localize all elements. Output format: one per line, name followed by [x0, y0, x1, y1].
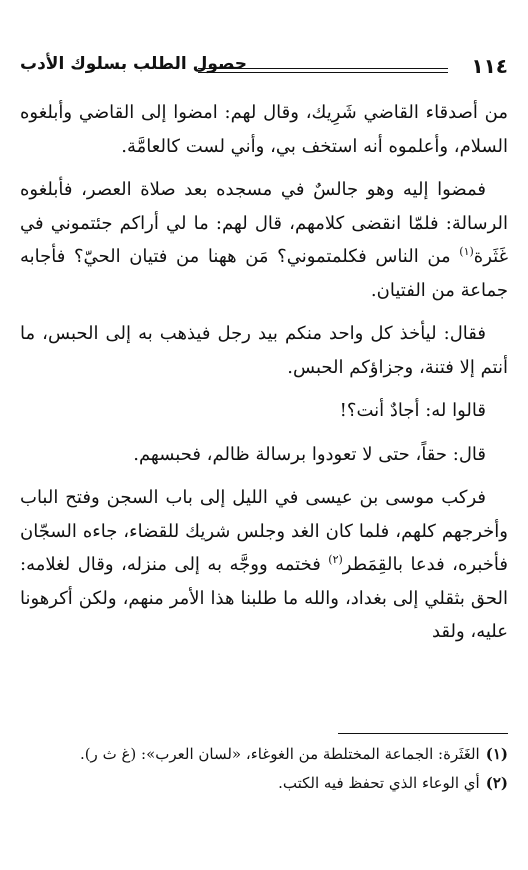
paragraph: فمضوا إليه وهو جالسٌ في مسجده بعد صلاة العصر، فأبلغوه الرسالة: فلمّا انقضى كلامهم، قال لهم: ما لي أراكم جئتموني في غَثَرة$^{(١)}$ من الناس فكلمتموني؟ مَن ههنا من فتيان الحيّ؟ فأجابه جماعة من الفتيان.: [20, 179, 508, 301]
paragraph: قال: حقاً، حتى لا تعودوا برسالة ظالم، فحبسهم.: [133, 443, 486, 465]
main-text: [20, 96, 508, 659]
footnote-1: [20, 742, 508, 767]
footnote-separator: [338, 733, 508, 734]
paragraph: فركب موسى بن عيسى في الليل إلى باب السجن وفتح الباب وأخرجهم كلهم، فلما كان الغد وجلس شريك للقضاء، جاءه السجّان فأخبره، فدعا بالقِمَطر$^{(٢)}$ فختمه ووجَّه به إلى منزله، وقال لغلامه: الحق بثقلي إلى بغداد، والله ما طلبنا هذا الأمر منهم، ولكن أكرهونا عليه، ولقد: [20, 487, 508, 642]
footnote-2: [20, 771, 508, 796]
running-title: حصول الطلب بسلوك الأدب: [20, 54, 248, 74]
paragraph: من أصدقاء القاضي شَرِيك، وقال لهم: امضوا إلى القاضي وأبلغوه السلام، وأعلموه أنه استخف بي، وأني لست كالعامَّة.: [20, 102, 508, 157]
paragraph: فقال: ليأخذ كل واحد منكم بيد رجل فيذهب به إلى الحبس، ما أنتم إلا فتنة، وجزاؤكم الحبس.: [20, 323, 508, 378]
footnote-ref[interactable]: (٢): [328, 553, 343, 566]
footnote-text: أي الوعاء الذي تحفظ فيه الكتب.: [278, 774, 480, 792]
footnotes: [20, 742, 508, 800]
paragraph: قالوا له: أجادٌ أنت؟!: [339, 400, 486, 421]
footnote-marker: (١): [485, 745, 508, 763]
page-header: [20, 50, 508, 86]
footnote-ref[interactable]: (١): [459, 245, 474, 258]
page-number: ١١٤: [471, 54, 508, 78]
footnote-text: الغَثَرة: الجماعة المختلطة من الغوغاء، «لسان العرب»: (غ ث ر).: [79, 745, 480, 763]
footnote-marker: (٢): [485, 774, 508, 792]
